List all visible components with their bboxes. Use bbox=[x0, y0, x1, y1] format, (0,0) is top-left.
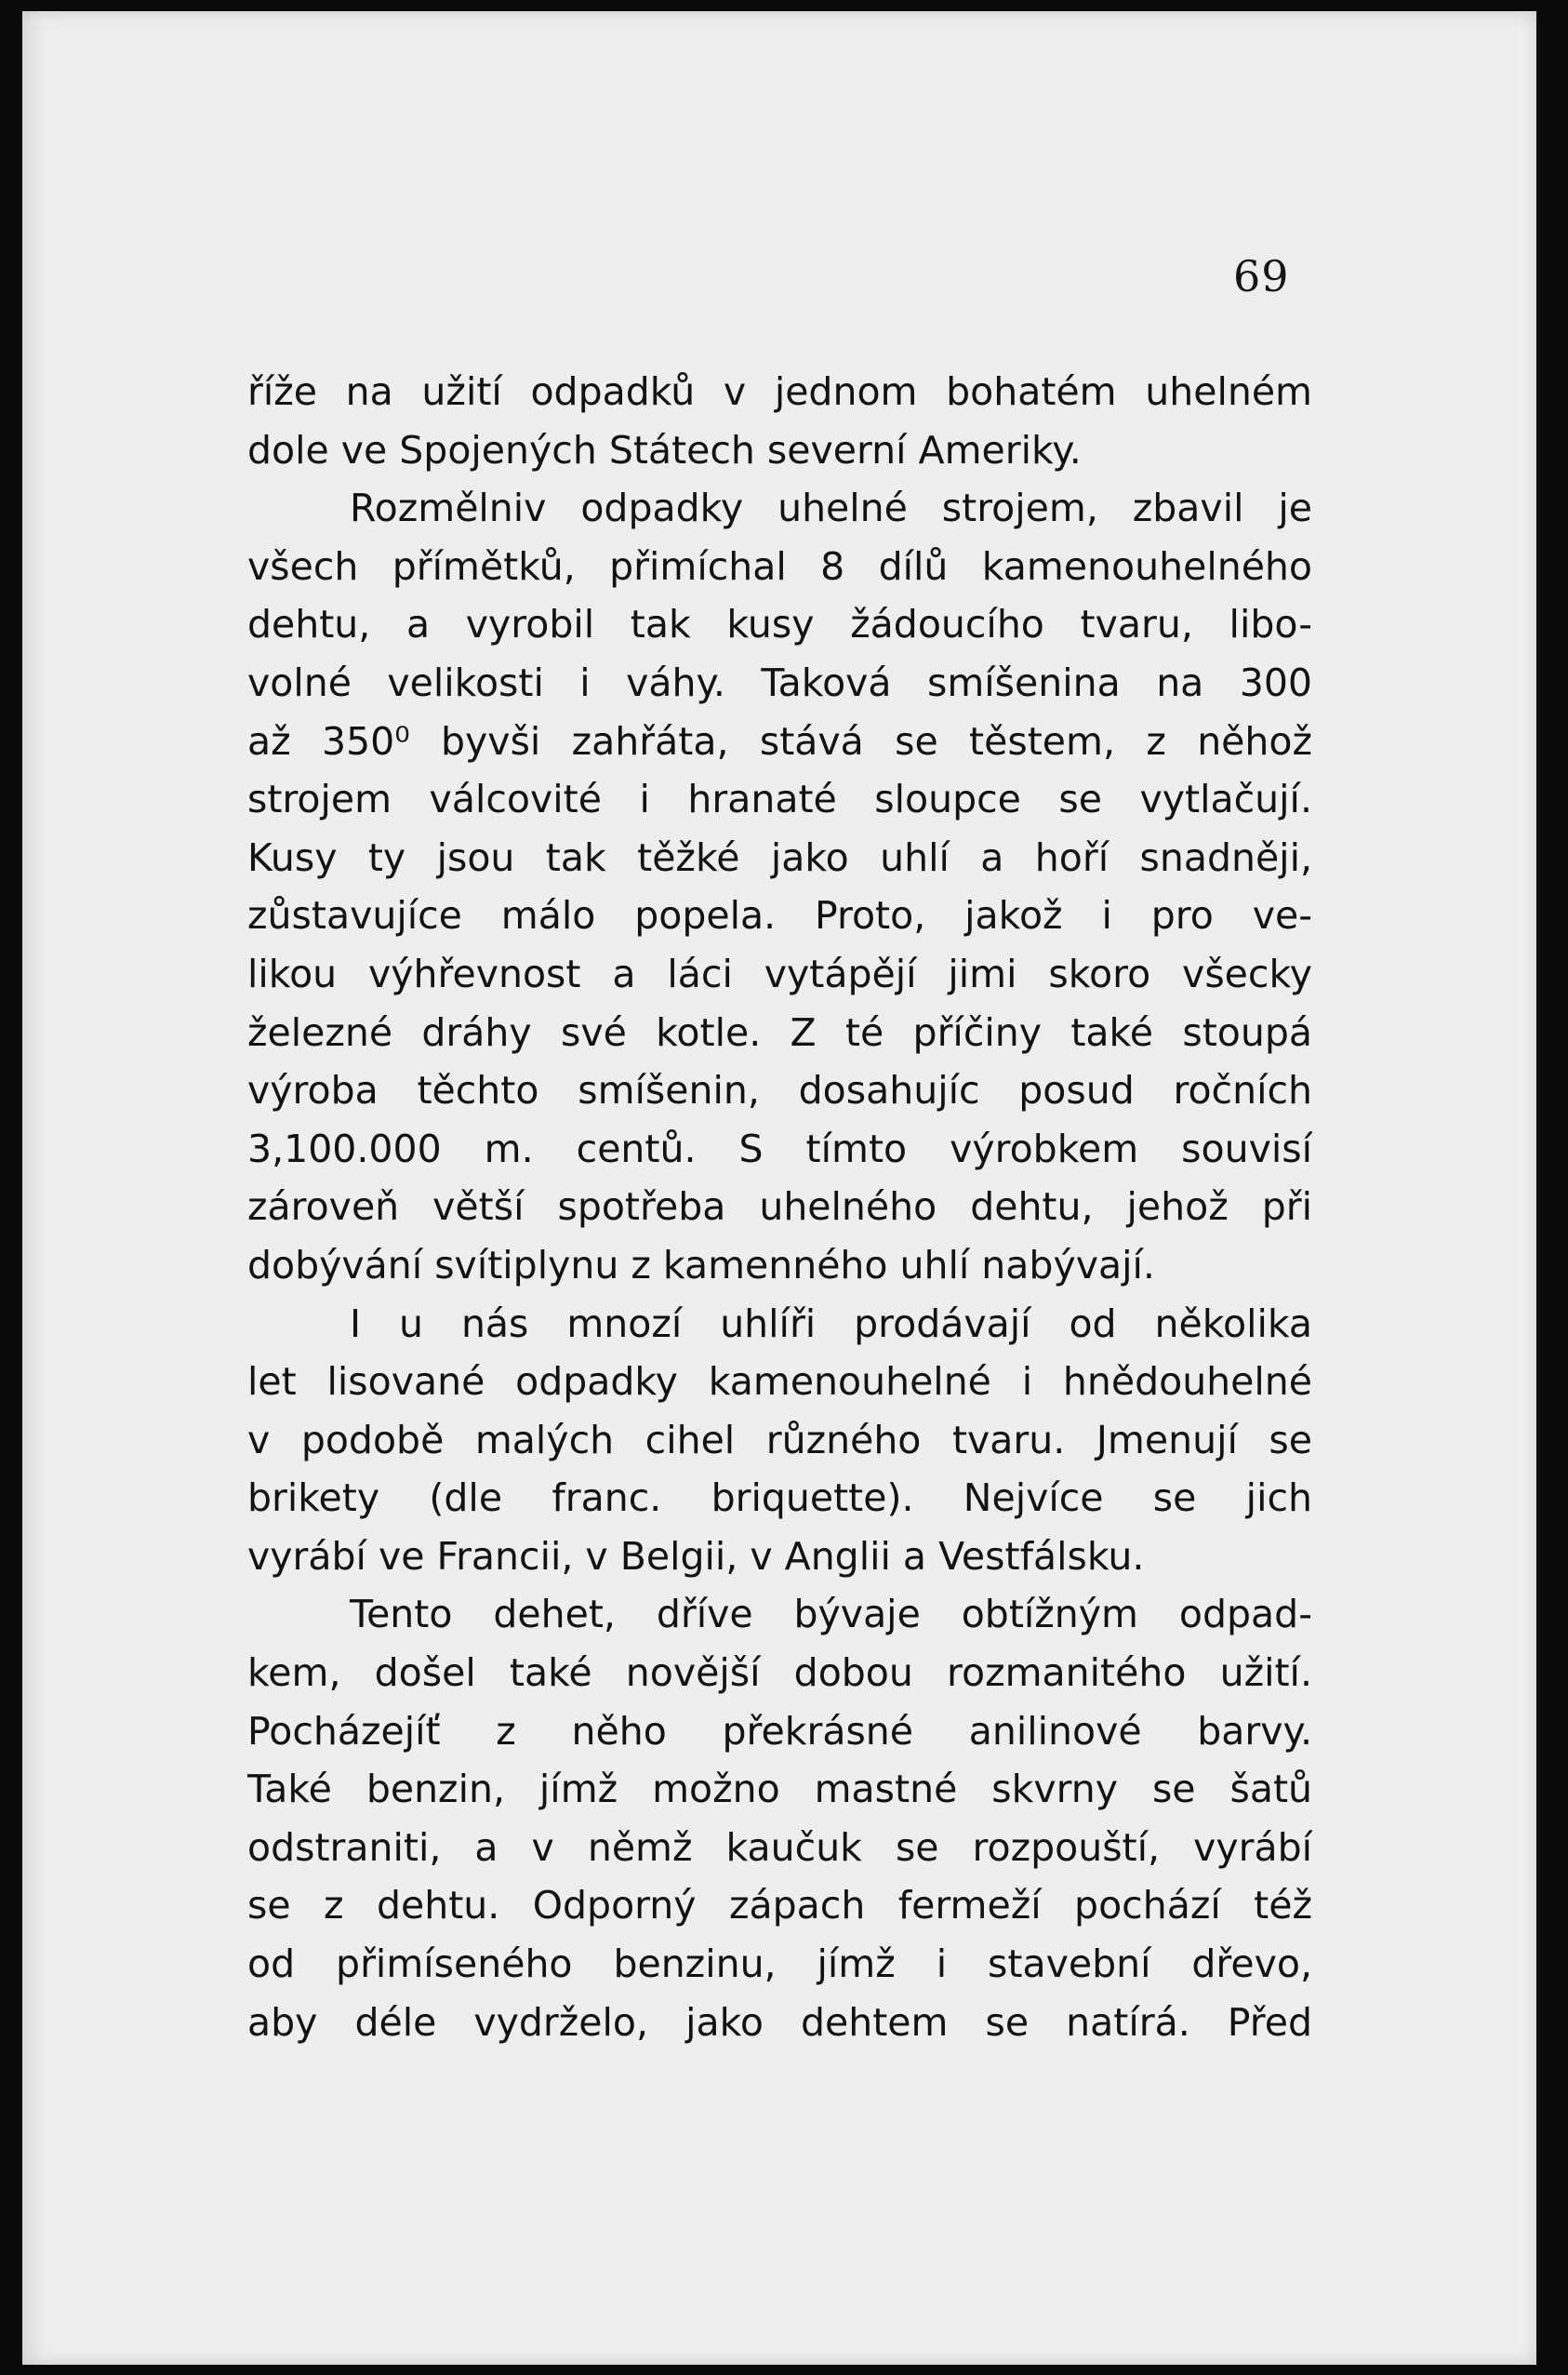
text-line: říže na užití odpadků v jednom bohatém uhelném bbox=[247, 369, 1312, 414]
text-line: I u nás mnozí uhlíři prodávají od několika bbox=[350, 1301, 1312, 1346]
page-edge-shadow bbox=[1549, 11, 1568, 2365]
text-line: až 350⁰ byvši zahřáta, stává se těstem, z něhož bbox=[247, 718, 1312, 764]
text-line: Také benzin, jímž možno mastné skvrny se šatů bbox=[247, 1767, 1312, 1812]
text-line: Rozmělniv odpadky uhelné strojem, zbavil je bbox=[350, 486, 1312, 531]
text-line: železné dráhy své kotle. Z té příčiny také stoupá bbox=[247, 1009, 1312, 1055]
text-line: 3,100.000 m. centů. S tímto výrobkem souvisí bbox=[247, 1126, 1312, 1171]
text-line: Pocházejíť z něho překrásné anilinové barvy. bbox=[247, 1708, 1312, 1754]
text-line: let lisované odpadky kamenouhelné i hnědouhelné bbox=[247, 1359, 1312, 1405]
text-line: dobývání svítiplynu z kamenného uhlí nabývají. bbox=[247, 1242, 1155, 1288]
text-line: aby déle vydrželo, jako dehtem se natírá. Před bbox=[247, 1999, 1312, 2045]
text-line: kem, došel také novější dobou rozmanitého užití. bbox=[247, 1650, 1312, 1696]
text-line: odstraniti, a v němž kaučuk se rozpouští, vyrábí bbox=[247, 1824, 1312, 1870]
text-line: všech přímětků, přimíchal 8 dílů kamenouhelného bbox=[247, 543, 1312, 589]
body-text bbox=[247, 363, 1312, 2051]
text-line: se z dehtu. Odporný zápach fermeží pochází též bbox=[247, 1883, 1312, 1928]
text-line: zůstavujíce málo popela. Proto, jakož i pro ve- bbox=[247, 893, 1312, 939]
text-line: dole ve Spojených Státech severní Ameriky. bbox=[247, 427, 1082, 473]
text-line: zároveň větší spotřeba uhelného dehtu, jehož při bbox=[247, 1184, 1312, 1230]
text-line: Kusy ty jsou tak těžké jako uhlí a hoří snadněji, bbox=[247, 834, 1312, 880]
text-line: vyrábí ve Francii, v Belgii, v Anglii a Vestfálsku. bbox=[247, 1533, 1145, 1579]
text-line: Tento dehet, dříve bývaje obtížným odpad- bbox=[350, 1592, 1312, 1637]
text-line: od přimíseného benzinu, jímž i stavební dřevo, bbox=[247, 1941, 1312, 1987]
text-line: v podobě malých cihel různého tvaru. Jmenují se bbox=[247, 1417, 1312, 1462]
text-line: výroba těchto smíšenin, dosahujíc posud ročních bbox=[247, 1068, 1312, 1114]
text-line: brikety (dle franc. briquette). Nejvíce se jich bbox=[247, 1475, 1312, 1521]
page-number: 69 bbox=[1233, 251, 1290, 301]
text-line: likou výhřevnost a láci vytápějí jimi skoro všecky bbox=[247, 951, 1312, 996]
text-line: dehtu, a vyrobil tak kusy žádoucího tvaru, libo- bbox=[247, 602, 1312, 647]
text-line: volné velikosti i váhy. Taková smíšenina na 300 bbox=[247, 660, 1312, 705]
text-line: strojem válcovité i hranaté sloupce se vytlačují. bbox=[247, 777, 1312, 822]
